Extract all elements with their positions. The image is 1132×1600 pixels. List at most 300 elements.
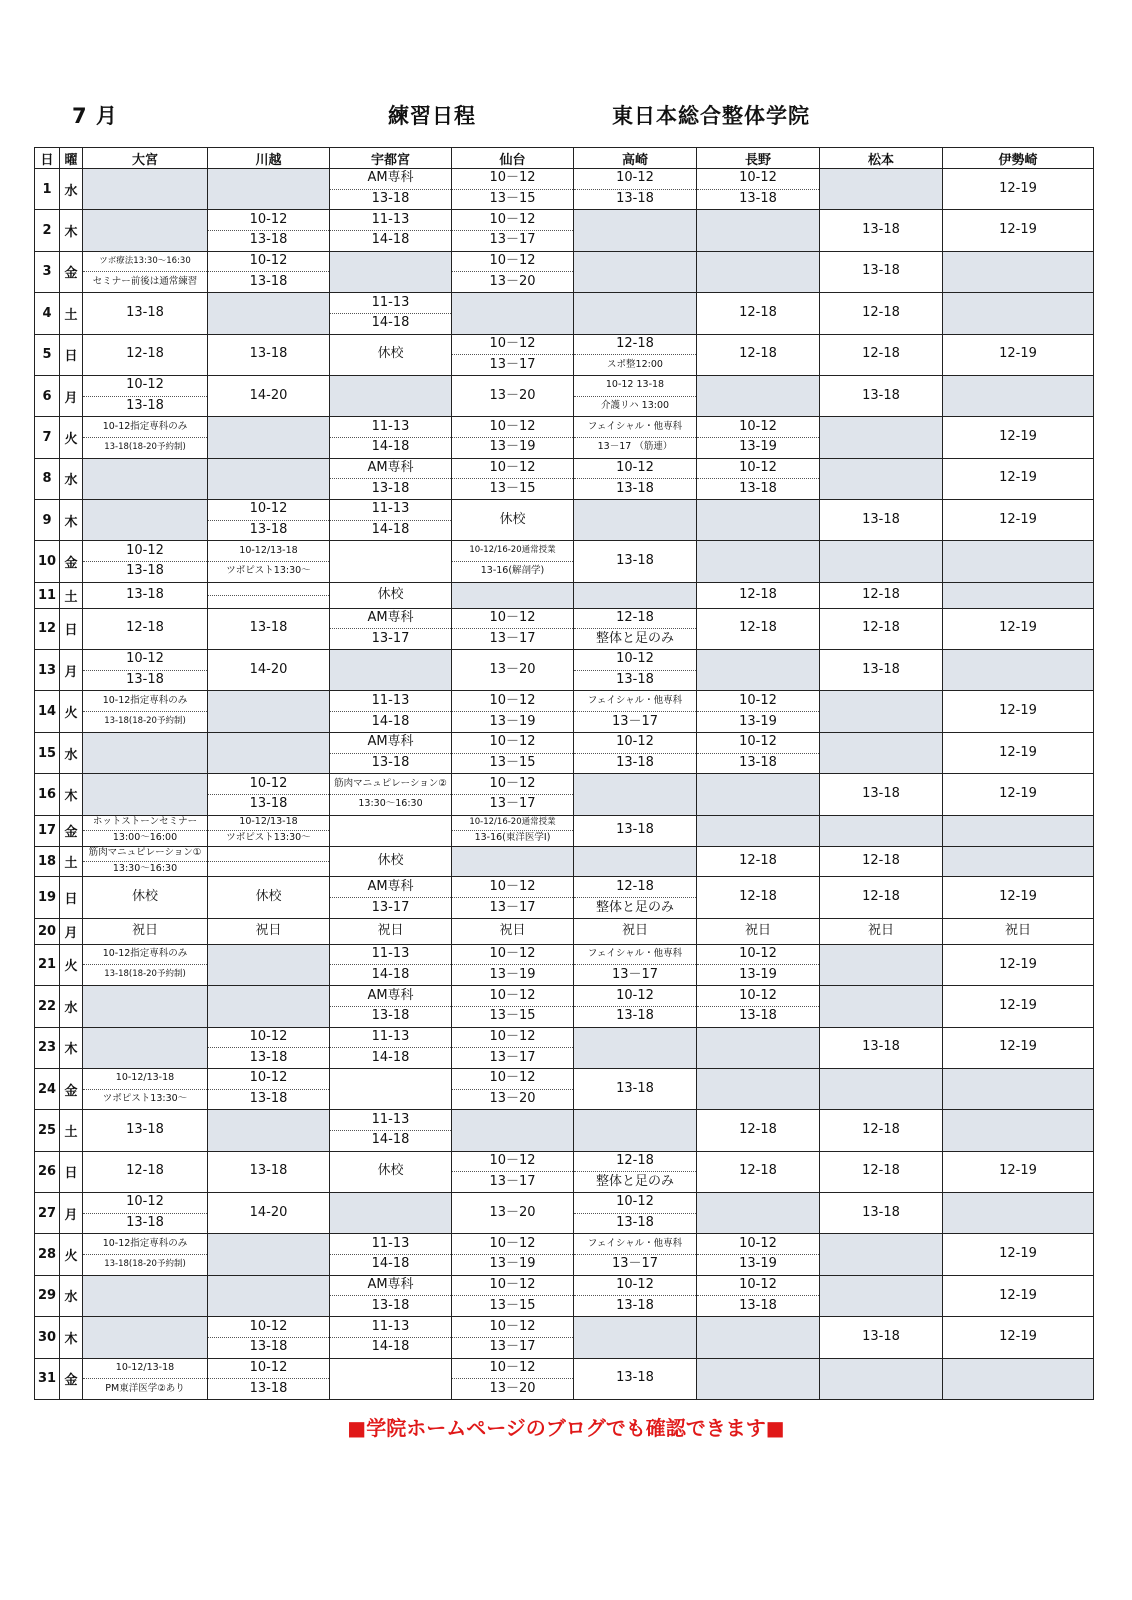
schedule-cell — [943, 1275, 1094, 1316]
cell-line-top: 10-12/13-18 — [208, 816, 329, 831]
cell-text: 13-18 — [862, 785, 900, 801]
cell-text: 13-18 — [126, 1122, 164, 1137]
cell-line-top: 10-12 — [574, 650, 696, 671]
schedule-cell — [452, 944, 574, 985]
schedule-cell — [697, 1317, 820, 1358]
schedule-cell — [697, 1068, 820, 1109]
cell-line-bottom: 13－15 — [489, 480, 536, 496]
schedule-cell — [452, 986, 574, 1027]
cell-text: 祝日 — [1004, 922, 1031, 938]
schedule-cell — [452, 1193, 574, 1234]
cell-line-top: AM専科 — [330, 1276, 451, 1297]
weekday-cell: 日 — [60, 1151, 83, 1192]
schedule-cell — [697, 169, 820, 210]
schedule-cell — [574, 1068, 697, 1109]
cell-line-bottom: 13-18 — [249, 232, 288, 248]
schedule-cell — [943, 1110, 1094, 1151]
cell-text: 休校 — [377, 853, 404, 869]
cell-line-top: 10-12 — [697, 1234, 819, 1255]
cell-line-bottom: 13-18 — [739, 1297, 777, 1313]
cell-line-top: 10-12 — [208, 210, 329, 231]
schedule-cell — [208, 1068, 330, 1109]
schedule-cell — [943, 608, 1094, 649]
cell-line-bottom: 14-18 — [371, 966, 410, 982]
schedule-cell — [574, 1110, 697, 1151]
table-row — [35, 500, 1094, 541]
cell-line-top: 10－12 — [452, 417, 573, 438]
weekday-cell: 金 — [60, 1068, 83, 1109]
cell-text: 休校 — [131, 889, 158, 905]
cell-line-top: フェイシャル・他専科 — [574, 945, 696, 966]
cell-line-top: 12-18 — [574, 609, 696, 630]
schedule-cell — [452, 918, 574, 944]
schedule-cell — [208, 417, 330, 458]
cell-line-top: 10-12指定専科のみ — [83, 417, 207, 438]
schedule-cell — [697, 334, 820, 375]
schedule-cell — [330, 944, 452, 985]
cell-text: 13-18 — [616, 1080, 654, 1096]
cell-line-top: 10-12 — [697, 691, 819, 712]
schedule-cell — [208, 210, 330, 251]
cell-line-bottom: 13－19 — [489, 439, 536, 455]
day-cell: 13 — [35, 650, 60, 691]
schedule-cell — [452, 1234, 574, 1275]
schedule-cell — [574, 1275, 697, 1316]
cell-text: 休校 — [377, 346, 404, 362]
cell-line-bottom: 13－15 — [489, 191, 536, 207]
cell-line-bottom: 13:00～16:00 — [112, 831, 178, 843]
schedule-cell — [83, 691, 208, 732]
cell-line-bottom: セミナー前後は通常練習 — [92, 275, 198, 287]
schedule-cell — [208, 1027, 330, 1068]
cell-line-bottom: 13－20 — [489, 1380, 536, 1396]
cell-line-top: 10－12 — [452, 609, 573, 630]
day-cell: 20 — [35, 918, 60, 944]
day-cell: 30 — [35, 1317, 60, 1358]
day-cell: 25 — [35, 1110, 60, 1151]
schedule-cell — [697, 541, 820, 582]
cell-line-top: 10-12 — [208, 1028, 329, 1049]
schedule-cell — [330, 732, 452, 773]
weekday-cell: 日 — [60, 877, 83, 918]
header-row — [35, 148, 1094, 169]
cell-line-top: 10－12 — [452, 169, 573, 190]
weekday-cell: 日 — [60, 334, 83, 375]
cell-text: 12-18 — [739, 346, 777, 362]
schedule-cell — [697, 1193, 820, 1234]
schedule-cell — [820, 1317, 943, 1358]
schedule-cell — [820, 846, 943, 877]
schedule-cell — [452, 582, 574, 608]
schedule-cell — [697, 500, 820, 541]
cell-line-bottom: 14-18 — [371, 1049, 410, 1065]
cell-line-top: 10-12 — [208, 774, 329, 795]
cell-line-bottom: 13-18(18-20予約制) — [104, 441, 186, 452]
schedule-cell — [574, 650, 697, 691]
cell-text: 祝日 — [131, 922, 158, 938]
schedule-cell — [83, 1317, 208, 1358]
schedule-cell — [208, 691, 330, 732]
cell-line-bottom: 13－17 — [489, 1173, 536, 1189]
schedule-cell — [83, 877, 208, 918]
schedule-cell — [83, 774, 208, 815]
cell-line-bottom: 13－15 — [489, 754, 536, 770]
schedule-cell — [697, 944, 820, 985]
schedule-cell — [943, 210, 1094, 251]
schedule-cell — [452, 877, 574, 918]
weekday-cell: 金 — [60, 541, 83, 582]
cell-line-bottom — [208, 862, 329, 876]
schedule-cell — [697, 877, 820, 918]
schedule-cell — [208, 1110, 330, 1151]
schedule-cell — [574, 417, 697, 458]
table-row — [35, 986, 1094, 1027]
schedule-cell — [574, 1358, 697, 1399]
schedule-cell — [452, 169, 574, 210]
weekday-cell: 水 — [60, 986, 83, 1027]
cell-text: 12-19 — [999, 889, 1037, 905]
schedule-cell — [208, 1358, 330, 1399]
header-month: 7 月 — [72, 104, 118, 128]
schedule-cell — [330, 375, 452, 416]
cell-line-top: 12-18 — [574, 335, 696, 356]
cell-text: 13-18 — [862, 661, 900, 677]
cell-line-bottom: 13-18 — [616, 672, 654, 688]
cell-text: 12-18 — [862, 586, 900, 602]
schedule-cell — [943, 774, 1094, 815]
weekday-cell: 金 — [60, 815, 83, 846]
cell-text: 13-18 — [862, 1328, 900, 1344]
cell-line-top — [208, 583, 329, 596]
schedule-cell — [330, 1358, 452, 1399]
cell-line-bottom: 13－17 — [489, 630, 536, 646]
schedule-cell — [943, 251, 1094, 292]
weekday-cell: 月 — [60, 918, 83, 944]
schedule-cell — [943, 691, 1094, 732]
cell-line-top: 10-12 — [697, 459, 819, 480]
schedule-cell — [208, 375, 330, 416]
cell-text: 12-18 — [862, 889, 900, 905]
schedule-cell — [330, 846, 452, 877]
schedule-cell — [943, 1193, 1094, 1234]
schedule-cell — [943, 1151, 1094, 1192]
weekday-cell: 水 — [60, 1275, 83, 1316]
schedule-cell — [83, 1193, 208, 1234]
schedule-cell — [697, 774, 820, 815]
schedule-cell — [820, 1027, 943, 1068]
schedule-cell — [452, 1110, 574, 1151]
cell-text: 13-18 — [862, 511, 900, 527]
cell-line-bottom: 13-18 — [249, 1339, 288, 1355]
schedule-cell — [820, 1110, 943, 1151]
cell-line-top: 10－12 — [452, 1276, 573, 1297]
schedule-cell — [452, 1275, 574, 1316]
cell-line-top: AM専科 — [330, 169, 451, 190]
weekday-cell: 金 — [60, 1358, 83, 1399]
day-cell: 24 — [35, 1068, 60, 1109]
schedule-cell — [452, 375, 574, 416]
cell-line-top: 10-12 — [697, 945, 819, 966]
cell-line-bottom: 13－19 — [489, 713, 536, 729]
day-cell: 19 — [35, 877, 60, 918]
cell-line-top: 10-12 — [697, 169, 819, 190]
cell-line-top: 10－12 — [452, 877, 573, 898]
schedule-cell — [820, 375, 943, 416]
table-row — [35, 608, 1094, 649]
cell-text: 13－20 — [489, 1204, 536, 1220]
cell-line-top: フェイシャル・他専科 — [574, 417, 696, 438]
table-row — [35, 293, 1094, 334]
schedule-cell — [452, 334, 574, 375]
weekday-cell: 木 — [60, 210, 83, 251]
schedule-body — [35, 169, 1094, 1400]
weekday-cell: 木 — [60, 1027, 83, 1068]
weekday-cell: 月 — [60, 375, 83, 416]
schedule-cell — [452, 500, 574, 541]
schedule-cell — [820, 1234, 943, 1275]
cell-text: 13-18 — [126, 304, 164, 320]
schedule-cell — [820, 815, 943, 846]
cell-line-bottom: 13-18 — [249, 796, 288, 812]
schedule-cell — [83, 650, 208, 691]
schedule-cell — [83, 944, 208, 985]
cell-line-bottom: 13－17 — [611, 966, 659, 982]
cell-line-top: 11-13 — [330, 417, 451, 438]
weekday-cell: 水 — [60, 458, 83, 499]
cell-line-top: 10-12 — [697, 417, 819, 438]
cell-line-top: 12-18 — [574, 1152, 696, 1173]
schedule-cell — [208, 334, 330, 375]
day-cell: 11 — [35, 582, 60, 608]
schedule-cell — [452, 608, 574, 649]
schedule-cell — [83, 458, 208, 499]
schedule-cell — [574, 691, 697, 732]
cell-line-top: AM専科 — [330, 986, 451, 1007]
schedule-cell — [574, 334, 697, 375]
schedule-cell — [697, 1275, 820, 1316]
weekday-cell: 木 — [60, 774, 83, 815]
cell-line-top: 11-13 — [330, 210, 451, 231]
schedule-cell — [820, 1275, 943, 1316]
cell-line-top: ツボ療法13:30～16:30 — [83, 252, 207, 273]
schedule-cell — [820, 1358, 943, 1399]
day-cell: 21 — [35, 944, 60, 985]
day-cell: 7 — [35, 417, 60, 458]
schedule-cell — [697, 732, 820, 773]
cell-line-bottom: 13-18(18-20予約制) — [104, 1259, 186, 1270]
schedule-cell — [820, 1151, 943, 1192]
schedule-cell — [820, 210, 943, 251]
schedule-cell — [574, 1317, 697, 1358]
schedule-cell — [820, 334, 943, 375]
cell-text: 12-18 — [862, 1122, 900, 1137]
cell-line-bottom: 13-18 — [249, 1049, 288, 1065]
schedule-cell — [820, 458, 943, 499]
schedule-cell — [83, 293, 208, 334]
cell-line-top: 10-12/16-20通常授業 — [452, 541, 573, 562]
cell-line-bottom: 13-18 — [249, 1380, 288, 1396]
day-cell: 12 — [35, 608, 60, 649]
schedule-cell — [574, 541, 697, 582]
cell-line-bottom: 14-18 — [371, 232, 410, 248]
day-cell: 3 — [35, 251, 60, 292]
schedule-cell — [820, 1068, 943, 1109]
header-school: 東日本総合整体学院 — [612, 104, 810, 128]
table-row — [35, 691, 1094, 732]
schedule-cell — [574, 608, 697, 649]
cell-line-bottom: PM東洋医学②あり — [105, 1382, 185, 1394]
cell-line-bottom: 13－17 — [489, 796, 536, 812]
schedule-cell — [330, 1317, 452, 1358]
cell-text: 12-18 — [862, 304, 900, 320]
cell-line-top: 10-12 — [697, 1276, 819, 1297]
schedule-cell — [208, 293, 330, 334]
day-cell: 8 — [35, 458, 60, 499]
schedule-cell — [452, 1358, 574, 1399]
cell-text: 12-19 — [999, 785, 1037, 801]
cell-line-top: 10-12指定専科のみ — [83, 691, 207, 712]
schedule-cell — [574, 251, 697, 292]
schedule-cell — [820, 417, 943, 458]
cell-line-top: 11-13 — [330, 1028, 451, 1049]
schedule-cell — [330, 1151, 452, 1192]
cell-text: 13-18 — [862, 263, 900, 279]
table-row — [35, 650, 1094, 691]
schedule-cell — [83, 815, 208, 846]
cell-text: 12-19 — [999, 1246, 1037, 1262]
schedule-cell — [83, 251, 208, 292]
cell-text: 12-18 — [862, 346, 900, 362]
weekday-cell: 火 — [60, 417, 83, 458]
table-row — [35, 1358, 1094, 1399]
table-row — [35, 1317, 1094, 1358]
day-cell: 22 — [35, 986, 60, 1027]
schedule-cell — [83, 1110, 208, 1151]
cell-line-top: ホットストーンセミナー — [83, 816, 207, 831]
schedule-cell — [330, 774, 452, 815]
schedule-cell — [83, 1234, 208, 1275]
table-row — [35, 1193, 1094, 1234]
cell-line-top: 10－12 — [452, 691, 573, 712]
cell-text: 休校 — [255, 889, 282, 905]
cell-line-top — [208, 847, 329, 862]
weekday-cell: 月 — [60, 650, 83, 691]
cell-text: 休校 — [499, 511, 526, 527]
cell-line-top: 10－12 — [452, 1317, 573, 1338]
cell-text: 12-18 — [739, 853, 777, 869]
cell-line-bottom: 14-18 — [371, 522, 410, 538]
cell-line-bottom: 13-18 — [371, 1008, 410, 1024]
schedule-cell — [330, 169, 452, 210]
cell-line-top: 11-13 — [330, 293, 451, 314]
schedule-cell — [330, 1110, 452, 1151]
schedule-cell — [208, 732, 330, 773]
cell-line-top: 10-12 — [83, 376, 207, 397]
schedule-cell — [208, 608, 330, 649]
schedule-cell — [943, 986, 1094, 1027]
schedule-cell — [83, 1275, 208, 1316]
cell-line-bottom: 整体と足のみ — [595, 630, 674, 646]
table-row — [35, 774, 1094, 815]
schedule-cell — [820, 169, 943, 210]
cell-line-bottom: 13-16(東洋医学Ⅰ) — [474, 831, 551, 843]
cell-text: 13-18 — [862, 1039, 900, 1055]
schedule-cell — [820, 774, 943, 815]
cell-text: 13-18 — [249, 346, 288, 362]
schedule-cell — [697, 582, 820, 608]
schedule-cell — [452, 1151, 574, 1192]
schedule-cell — [330, 608, 452, 649]
day-cell: 29 — [35, 1275, 60, 1316]
schedule-cell — [697, 608, 820, 649]
schedule-cell — [208, 500, 330, 541]
weekday-cell: 月 — [60, 1193, 83, 1234]
cell-text: 12-19 — [999, 997, 1037, 1013]
schedule-table — [34, 147, 1094, 1400]
cell-line-top: 筋肉マニュピレーション② — [330, 774, 451, 795]
cell-line-bottom: 13-18 — [616, 1215, 654, 1231]
cell-line-bottom: 13－20 — [489, 1090, 536, 1106]
schedule-cell — [330, 877, 452, 918]
cell-text: 12-18 — [862, 620, 900, 636]
schedule-cell — [943, 458, 1094, 499]
cell-line-bottom: 13-17 — [371, 899, 410, 915]
schedule-cell — [943, 1358, 1094, 1399]
schedule-cell — [452, 774, 574, 815]
column-header: 宇都宮 — [330, 148, 452, 169]
schedule-cell — [208, 251, 330, 292]
schedule-cell — [574, 1234, 697, 1275]
cell-text: 13-18 — [862, 222, 900, 238]
schedule-cell — [943, 417, 1094, 458]
cell-line-top: 10－12 — [452, 945, 573, 966]
schedule-cell — [452, 650, 574, 691]
cell-line-bottom: 13－19 — [489, 1256, 536, 1272]
cell-line-bottom: 整体と足のみ — [595, 899, 674, 915]
schedule-cell — [208, 1193, 330, 1234]
cell-line-bottom: 13－20 — [489, 273, 536, 289]
schedule-cell — [208, 918, 330, 944]
schedule-cell — [83, 1358, 208, 1399]
cell-line-top: 10－12 — [452, 774, 573, 795]
cell-line-bottom: 13-16(解剖学) — [480, 565, 545, 577]
schedule-cell — [330, 582, 452, 608]
cell-text: 12-19 — [999, 428, 1037, 444]
schedule-cell — [820, 732, 943, 773]
schedule-cell — [820, 918, 943, 944]
cell-line-bottom: 13-18 — [616, 1297, 654, 1313]
cell-text: 12-19 — [999, 1328, 1037, 1344]
cell-line-top: 10-12/13-18 — [83, 1069, 207, 1090]
table-row — [35, 944, 1094, 985]
schedule-cell — [452, 1317, 574, 1358]
schedule-cell — [820, 251, 943, 292]
schedule-cell — [83, 986, 208, 1027]
schedule-cell — [820, 986, 943, 1027]
cell-line-top: 10-12 — [574, 1276, 696, 1297]
schedule-cell — [208, 1151, 330, 1192]
day-cell: 26 — [35, 1151, 60, 1192]
schedule-cell — [83, 582, 208, 608]
cell-line-top: 10－12 — [452, 1234, 573, 1255]
day-cell: 9 — [35, 500, 60, 541]
cell-line-bottom: 13-18(18-20予約制) — [104, 969, 186, 980]
schedule-cell — [208, 650, 330, 691]
cell-line-top: 10-12 — [208, 1069, 329, 1090]
schedule-cell — [574, 815, 697, 846]
schedule-cell — [943, 500, 1094, 541]
schedule-cell — [83, 846, 208, 877]
